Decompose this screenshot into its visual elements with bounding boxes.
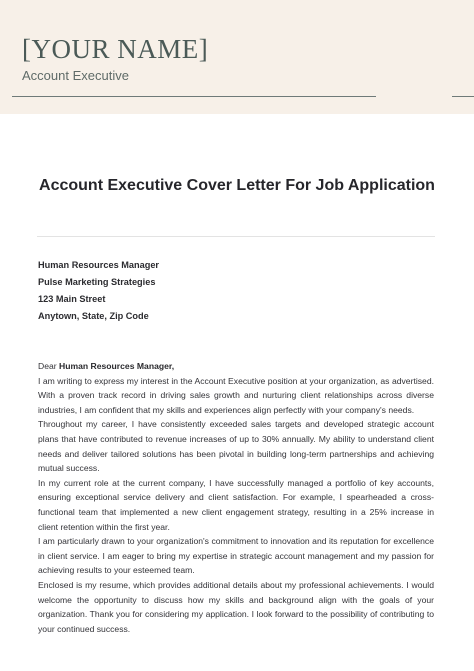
paragraph-career: Throughout my career, I have consistently exceeded sales targets and developed strategic account plans that have contributed to revenue increases of up to 30% annually. My ability to understand client needs and deliver tailored solutions has been pivotal in building long-term partnerships and achieving mutual success. (38, 419, 434, 474)
letterhead (0, 0, 474, 114)
applicant-role: Account Executive (22, 68, 129, 83)
greeting-name: Human Resources Manager, (59, 361, 175, 371)
paragraph-closing: Enclosed is my resume, which provides additional details about my professional achievements. I would welcome the opportunity to discuss how my skills and background align with the goals of your organization. Thank you for considering my application. I look forward to the possibility of contributing to your continued success. (38, 579, 434, 634)
recipient-street: 123 Main Street (38, 294, 106, 304)
letter-body (38, 359, 434, 636)
header-rule-right (452, 96, 474, 97)
greeting-word: Dear (38, 361, 57, 371)
recipient-title: Human Resources Manager (38, 260, 160, 270)
salutation (38, 359, 434, 374)
paragraph-interest: I am writing to express my interest in the Account Executive position at your organization, as advertised. With a proven track record in driving sales growth and nurturing client relationships across diverse industries, I am confident that my skills and experiences align perfectly with your company's needs. (38, 375, 434, 415)
recipient-address (38, 257, 438, 325)
recipient-city: Anytown, State, Zip Code (38, 311, 149, 321)
recipient-company: Pulse Marketing Strategies (38, 277, 156, 287)
applicant-name: [YOUR NAME] (22, 34, 209, 64)
header-rule-left (12, 96, 376, 97)
title-divider (37, 236, 435, 237)
document-title: Account Executive Cover Letter For Job Application (39, 177, 435, 194)
paragraph-motivation: I am particularly drawn to your organization's commitment to innovation and its reputation for excellence in client service. I am eager to bring my expertise in strategic account management and my passion for achieving results to your esteemed team. (38, 536, 434, 576)
paragraph-current-role: In my current role at the current company, I have successfully managed a portfolio of key accounts, ensuring exceptional service delivery and client satisfaction. For example, I spearheaded a cross-functional team that implemented a new client engagement strategy, resulting in a 25% increase in client retention within the first year. (38, 477, 434, 532)
